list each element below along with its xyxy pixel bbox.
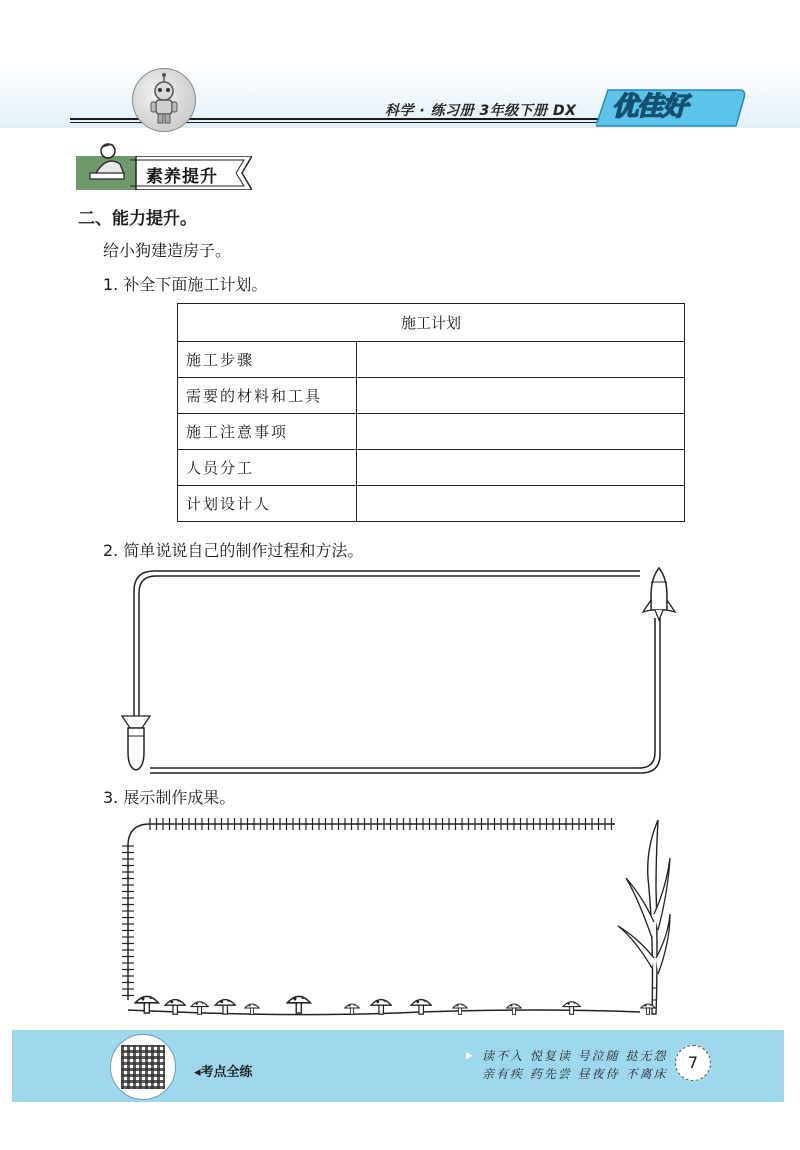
row-label: 施工步骤 [178,342,357,378]
question-1: 1. 补全下面施工计划。 [103,275,268,294]
mushroom-icon [410,994,432,1016]
bomb-icon [116,714,156,772]
reading-girl-icon [84,140,134,186]
table-row [178,378,685,414]
task-intro: 给小狗建造房子。 [103,241,232,260]
mushroom-icon [562,997,581,1016]
rocket-icon [641,566,677,622]
table-row [178,342,685,378]
robot-mascot-icon [132,68,196,132]
mushroom-icon [190,997,209,1016]
book-title: 科学 · 练习册 3年级下册 DX [385,103,577,119]
row-label: 施工注意事项 [178,414,357,450]
footer-label: ◂考点全练 [194,1065,253,1080]
question-2: 2. 简单说说自己的制作过程和方法。 [103,541,364,560]
answer-cell[interactable] [357,486,685,522]
mushroom-icon [344,1000,360,1016]
mushroom-icon [286,990,312,1016]
mushroom-icon [214,994,236,1016]
brand-logo: 优佳好 [612,92,688,122]
qr-pattern [121,1045,165,1089]
table-row [178,414,685,450]
row-label: 计划设计人 [178,486,357,522]
motto-line-2: 亲有疾 药先尝 昼夜侍 不离床 [482,1067,668,1081]
mushroom-icon [244,1000,260,1016]
answer-cell[interactable] [357,342,685,378]
qr-code-icon[interactable] [110,1034,176,1100]
mushroom-icon [506,1000,522,1016]
mushroom-icon [640,1000,656,1016]
mushroom-icon [134,990,160,1016]
construction-plan-table [177,303,685,522]
motto-line-1: 读不入 悦复读 号泣随 挞无怨 [482,1049,668,1063]
answer-cell[interactable] [357,378,685,414]
table-row [178,450,685,486]
page-number: 7 [675,1045,711,1081]
question-3: 3. 展示制作成果。 [103,788,236,807]
table-title: 施工计划 [178,304,685,342]
answer-cell[interactable] [357,450,685,486]
grass-plant-icon [612,818,672,1016]
mushroom-icon [370,994,392,1016]
answer-cell[interactable] [357,414,685,450]
triangle-bullet-icon: ▶ [466,1051,473,1061]
table-row [178,486,685,522]
question-group-title: 二、能力提升。 [78,209,197,229]
section-title: 素养提升 [146,167,218,187]
mushroom-icon [164,994,186,1016]
mushroom-icon [452,1000,468,1016]
row-label: 需要的材料和工具 [178,378,357,414]
row-label: 人员分工 [178,450,357,486]
